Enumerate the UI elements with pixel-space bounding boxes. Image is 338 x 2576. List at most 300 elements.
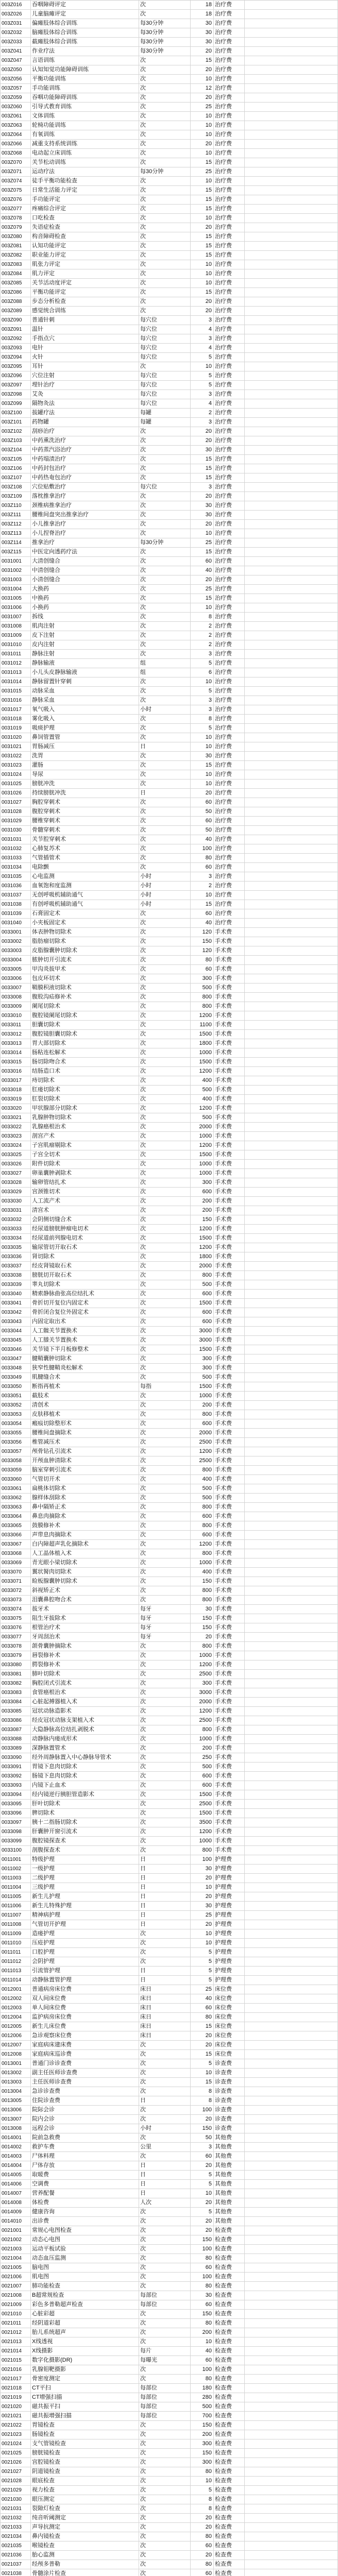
row-unit: 次 [139,2541,191,2550]
row-unit: 次 [139,56,191,65]
table-row [0,882,338,891]
row-item-name: 大隐静脉高位结扎剥脱术 [31,1725,139,1734]
row-price: 25 [191,167,214,176]
row-unit: 次 [139,1447,191,1456]
row-category: 治疗费 [214,483,245,492]
row-category: 检查费 [214,2458,245,2467]
row-category: 手术费 [214,1670,245,1679]
row-blank-cell [245,1698,338,1706]
table-row [0,1215,338,1225]
row-unit: 次 [139,2319,191,2328]
row-price: 40 [191,566,214,575]
row-price: 40 [191,919,214,927]
row-item-name: 唇裂修补术 [31,1651,139,1660]
row-unit: 次 [139,1336,191,1345]
row-item-name: 腰椎间盘摘除术 [31,1429,139,1437]
row-category: 检查费 [214,2486,245,2495]
row-price: 20 [191,1920,214,1929]
row-unit: 次 [139,492,191,501]
row-price: 8 [191,2087,214,2096]
row-price: 2500 [191,1800,214,1808]
row-code: 0031023 [0,761,31,770]
row-blank-cell [245,1327,338,1335]
table-row [0,2393,338,2402]
row-item-name: 肠粘连松解术 [31,1048,139,1057]
row-category: 手术费 [214,1735,245,1743]
row-item-name: 小换药 [31,603,139,612]
row-price: 10 [191,677,214,686]
row-code: 003Z092 [0,334,31,343]
row-category: 手术费 [214,1762,245,1771]
row-unit: 次 [139,2152,191,2161]
row-blank-cell [245,1818,338,1827]
row-price: 3500 [191,1818,214,1827]
row-item-name: 腭裂修补术 [31,1660,139,1669]
row-code: 0033059 [0,1466,31,1475]
row-code: 0033058 [0,1456,31,1465]
table-row [0,195,338,205]
row-code: 0033057 [0,1447,31,1456]
row-item-name: 开颅血肿清除术 [31,1456,139,1465]
table-row [0,121,338,130]
table-row [0,1865,338,1874]
table-row [0,103,338,112]
row-unit: 次 [139,1596,191,1604]
row-blank-cell [245,2504,338,2513]
row-item-name: 皮内注射 [31,640,139,649]
row-blank-cell [245,2421,338,2430]
row-category: 治疗费 [214,158,245,167]
row-item-name: 精神病护理 [31,1911,139,1920]
row-unit: 次 [139,1577,191,1586]
row-category: 手术费 [214,993,245,1002]
row-item-name: 尸体料理 [31,2152,139,2161]
table-row [0,1160,338,1169]
row-category: 检查费 [214,2541,245,2550]
row-blank-cell [245,1188,338,1196]
row-item-name: 皮肤移植术 [31,1410,139,1419]
row-unit: 次 [139,798,191,807]
row-code: 0031040 [0,919,31,927]
row-unit: 次 [139,640,191,649]
row-price: 200 [191,1206,214,1215]
row-item-name: 阻生牙拔除术 [31,1614,139,1623]
row-item-name: 睾丸切除术 [31,1280,139,1289]
row-item-name: 关节活动度评定 [31,279,139,287]
row-category: 手术费 [214,1150,245,1159]
row-code: 0033087 [0,1725,31,1734]
row-code: 0031003 [0,575,31,584]
row-price: 25 [191,538,214,547]
table-row [0,427,338,436]
row-category: 手术费 [214,1317,245,1326]
row-price: 20 [191,492,214,501]
row-price: 15 [191,464,214,473]
row-code: 0031015 [0,687,31,696]
row-category: 护理费 [214,1892,245,1901]
row-blank-cell [245,2458,338,2467]
table-row [0,65,338,75]
row-code: 0012006 [0,2031,31,2040]
row-category: 手术费 [214,1521,245,1530]
row-blank-cell [245,817,338,825]
row-code: 0033080 [0,1660,31,1669]
row-item-name: 职业能力评定 [31,251,139,260]
row-price: 10 [191,529,214,538]
row-item-name: 会阴侧切缝合术 [31,1215,139,1224]
row-price: 300 [191,1364,214,1372]
table-row [0,1707,338,1716]
row-unit: 次 [139,761,191,770]
row-code: 0033084 [0,1698,31,1706]
table-row [0,2254,338,2263]
row-category: 检查费 [214,2337,245,2346]
row-item-name: 大清创缝合 [31,557,139,566]
table-row [0,1549,338,1558]
row-item-name: 日常生活能力评定 [31,186,139,195]
table-row [0,2300,338,2310]
row-price: 2000 [191,1262,214,1270]
row-code: 0011009 [0,1929,31,1938]
row-item-name: 骨髓穿刺术 [31,826,139,835]
row-unit: 次 [139,307,191,315]
row-price: 10 [191,279,214,287]
row-unit: 每穴位 [139,334,191,343]
table-row [0,93,338,103]
table-row [0,1929,338,1939]
table-row [0,492,338,501]
row-category: 手术费 [214,1558,245,1567]
table-row [0,1002,338,1011]
row-item-name: 尸体存放 [31,2161,139,2170]
row-code: 0031039 [0,909,31,918]
row-unit: 次 [139,1132,191,1141]
row-unit: 日 [139,2171,191,2179]
row-category: 治疗费 [214,288,245,297]
row-category: 治疗费 [214,548,245,556]
row-code: 0033012 [0,1030,31,1039]
row-category: 护理费 [214,1976,245,1985]
row-unit: 日 [139,789,191,798]
row-item-name: 艾灸 [31,390,139,399]
row-unit: 日 [139,2096,191,2105]
row-blank-cell [245,1262,338,1270]
row-code: 0011005 [0,1892,31,1901]
row-unit: 次 [139,1744,191,1753]
row-blank-cell [245,1762,338,1771]
row-code: 0014009 [0,2208,31,2216]
table-row [0,307,338,316]
row-item-name: 人工流产术 [31,1197,139,1206]
row-item-name: 肝囊肿开窗引流术 [31,1827,139,1836]
row-category: 其他费 [214,2208,245,2216]
row-price: 10 [191,149,214,158]
row-category: 手术费 [214,946,245,955]
row-item-name: 断指再植术 [31,1382,139,1391]
row-code: 0033027 [0,1169,31,1178]
row-category: 手术费 [214,1623,245,1632]
row-blank-cell [245,1948,338,1957]
table-row [0,1401,338,1410]
row-category: 手术费 [214,1605,245,1614]
row-price: 15 [191,205,214,213]
row-unit: 次 [139,1271,191,1280]
row-category: 治疗费 [214,807,245,816]
row-unit: 次 [139,529,191,538]
row-blank-cell [245,1354,338,1363]
table-row [0,603,338,613]
row-blank-cell [245,1846,338,1855]
row-blank-cell [245,371,338,380]
row-code: 003Z026 [0,10,31,19]
row-category: 手术费 [214,1818,245,1827]
row-code: 0033061 [0,1484,31,1493]
row-item-name: 拆线 [31,613,139,621]
row-item-name: 白内障超声乳化摘除术 [31,1540,139,1549]
row-price: 400 [191,1076,214,1085]
table-row [0,1206,338,1215]
row-code: 0033096 [0,1809,31,1818]
row-category: 手术费 [214,1456,245,1465]
row-blank-cell [245,297,338,306]
table-row [0,1512,338,1521]
row-unit: 次 [139,854,191,862]
row-blank-cell [245,1623,338,1632]
row-category: 治疗费 [214,909,245,918]
table-row [0,362,338,371]
row-unit: 日 [139,1902,191,1910]
row-item-name: 根管治疗术 [31,1623,139,1632]
row-price: 1500 [191,1030,214,1039]
row-item-name: 眼底检查 [31,2477,139,2485]
row-code: 003Z095 [0,362,31,371]
table-row [0,613,338,622]
row-category: 手术费 [214,1642,245,1651]
row-unit: 次 [139,826,191,835]
row-code: 0031030 [0,826,31,835]
row-blank-cell [245,130,338,139]
row-code: 0033007 [0,984,31,992]
row-unit: 次 [139,1401,191,1410]
table-row [0,798,338,807]
table-row [0,158,338,167]
row-item-name: 动脉采血 [31,687,139,696]
table-row [0,2551,338,2560]
row-blank-cell [245,492,338,501]
row-code: 0031038 [0,900,31,909]
row-blank-cell [245,446,338,454]
row-price: 1500 [191,1790,214,1799]
row-category: 治疗费 [214,427,245,436]
row-price: 5 [191,659,214,668]
row-unit: 次 [139,2523,191,2532]
row-category: 治疗费 [214,223,245,232]
table-row [0,455,338,464]
row-price: 20 [191,575,214,584]
table-row [0,1150,338,1160]
row-price: 10 [191,214,214,223]
row-code: 003Z068 [0,149,31,158]
row-unit: 每牙 [139,1605,191,1614]
row-code: 0031008 [0,622,31,631]
row-item-name: 主任医师诊查费 [31,2078,139,2087]
row-blank-cell [245,195,338,204]
table-row [0,2143,338,2152]
table-row [0,1123,338,1132]
row-unit: 次 [139,1679,191,1688]
row-unit: 次 [139,594,191,603]
row-price: 5 [191,381,214,389]
row-code: 0033076 [0,1623,31,1632]
row-category: 护理费 [214,1957,245,1966]
row-blank-cell [245,594,338,603]
table-row [0,409,338,418]
row-code: 0033081 [0,1670,31,1679]
row-blank-cell [245,511,338,519]
row-item-name: 痔切除术 [31,1076,139,1085]
row-blank-cell [245,473,338,482]
row-code: 0033055 [0,1429,31,1437]
row-item-name: 胃镜检查 [31,2421,139,2430]
row-unit: 次 [139,946,191,955]
row-blank-cell [245,399,338,408]
table-row [0,1466,338,1475]
row-item-name: 内固定取出术 [31,1317,139,1326]
row-item-name: 眼压测定 [31,2495,139,2504]
row-item-name: 家庭病床建床费 [31,2041,139,2049]
row-unit: 每30分钟 [139,47,191,56]
table-row [0,1308,338,1317]
row-category: 手术费 [214,1002,245,1011]
row-item-name: 吞咽障碍评定 [31,1,139,9]
row-category: 治疗费 [214,149,245,158]
row-price: 15 [191,2050,214,2059]
row-unit: 次 [139,1809,191,1818]
row-unit: 次 [139,288,191,297]
row-code: 003Z016 [0,1,31,9]
row-item-name: 动态心电图 [31,2235,139,2244]
row-blank-cell [245,1466,338,1475]
row-category: 手术费 [214,1373,245,1382]
row-item-name: 小清创缝合 [31,575,139,584]
row-unit: 次 [139,1948,191,1957]
row-unit: 次 [139,149,191,158]
row-code: 0031026 [0,789,31,798]
row-category: 治疗费 [214,65,245,74]
row-unit: 床日 [139,2031,191,2040]
row-blank-cell [245,223,338,232]
row-blank-cell [245,1902,338,1910]
row-code: 003Z107 [0,473,31,482]
row-category: 手术费 [214,1753,245,1762]
row-price: 500 [191,1762,214,1771]
table-row [0,1688,338,1698]
row-unit: 日 [139,1855,191,1864]
row-category: 手术费 [214,1058,245,1066]
table-row [0,381,338,390]
table-row [0,1633,338,1642]
table-row [0,2180,338,2189]
row-code: 003Z041 [0,47,31,56]
row-category: 手术费 [214,1790,245,1799]
row-blank-cell [245,2078,338,2087]
row-unit: 次 [139,464,191,473]
row-price: 2000 [191,1123,214,1131]
row-unit: 次 [139,575,191,584]
row-unit: 次 [139,844,191,853]
table-row [0,742,338,752]
row-blank-cell [245,93,338,102]
row-category: 手术费 [214,1336,245,1345]
row-blank-cell [245,390,338,399]
row-unit: 次 [139,1002,191,1011]
table-row [0,984,338,993]
row-code: 003Z083 [0,260,31,269]
row-code: 0033032 [0,1215,31,1224]
row-unit: 次 [139,2495,191,2504]
table-row [0,594,338,603]
row-code: 003Z060 [0,103,31,111]
row-unit: 次 [139,75,191,83]
row-blank-cell [245,2514,338,2522]
table-row [0,2430,338,2439]
row-unit: 次 [139,956,191,964]
row-category: 治疗费 [214,789,245,798]
row-price: 20 [191,1633,214,1641]
row-blank-cell [245,575,338,584]
row-category: 手术费 [214,1271,245,1280]
row-unit: 次 [139,631,191,640]
row-code: 0021031 [0,2504,31,2513]
row-blank-cell [245,1540,338,1549]
row-price: 60 [191,2300,214,2309]
row-item-name: 吞咽功能障碍训练 [31,93,139,102]
row-item-name: 远程会诊 [31,2124,139,2133]
row-blank-cell [245,1929,338,1938]
row-price: 20 [191,1892,214,1901]
row-category: 其他费 [214,2198,245,2207]
row-blank-cell [245,1039,338,1048]
row-code: 0033099 [0,1837,31,1845]
table-row [0,752,338,761]
table-row [0,891,338,900]
row-category: 手术费 [214,1577,245,1586]
row-blank-cell [245,2532,338,2541]
row-category: 手术费 [214,1707,245,1716]
row-price: 1100 [191,1021,214,1029]
row-code: 0021008 [0,2291,31,2300]
row-category: 治疗费 [214,529,245,538]
table-row [0,2365,338,2375]
row-unit: 次 [139,1762,191,1771]
row-price: 2500 [191,1438,214,1447]
row-price: 600 [191,1772,214,1781]
row-price: 1200 [191,1540,214,1549]
table-row [0,473,338,483]
row-price: 10 [191,603,214,612]
table-row [0,2514,338,2523]
table-row [0,483,338,492]
row-category: 治疗费 [214,668,245,677]
row-item-name: 言语训练 [31,56,139,65]
table-row [0,1382,338,1392]
row-unit: 次 [139,2467,191,2476]
row-price: 20 [191,427,214,436]
row-item-name: 穴位贴敷治疗 [31,483,139,492]
row-unit: 每30分钟 [139,538,191,547]
row-category: 治疗费 [214,882,245,890]
row-blank-cell [245,1892,338,1901]
